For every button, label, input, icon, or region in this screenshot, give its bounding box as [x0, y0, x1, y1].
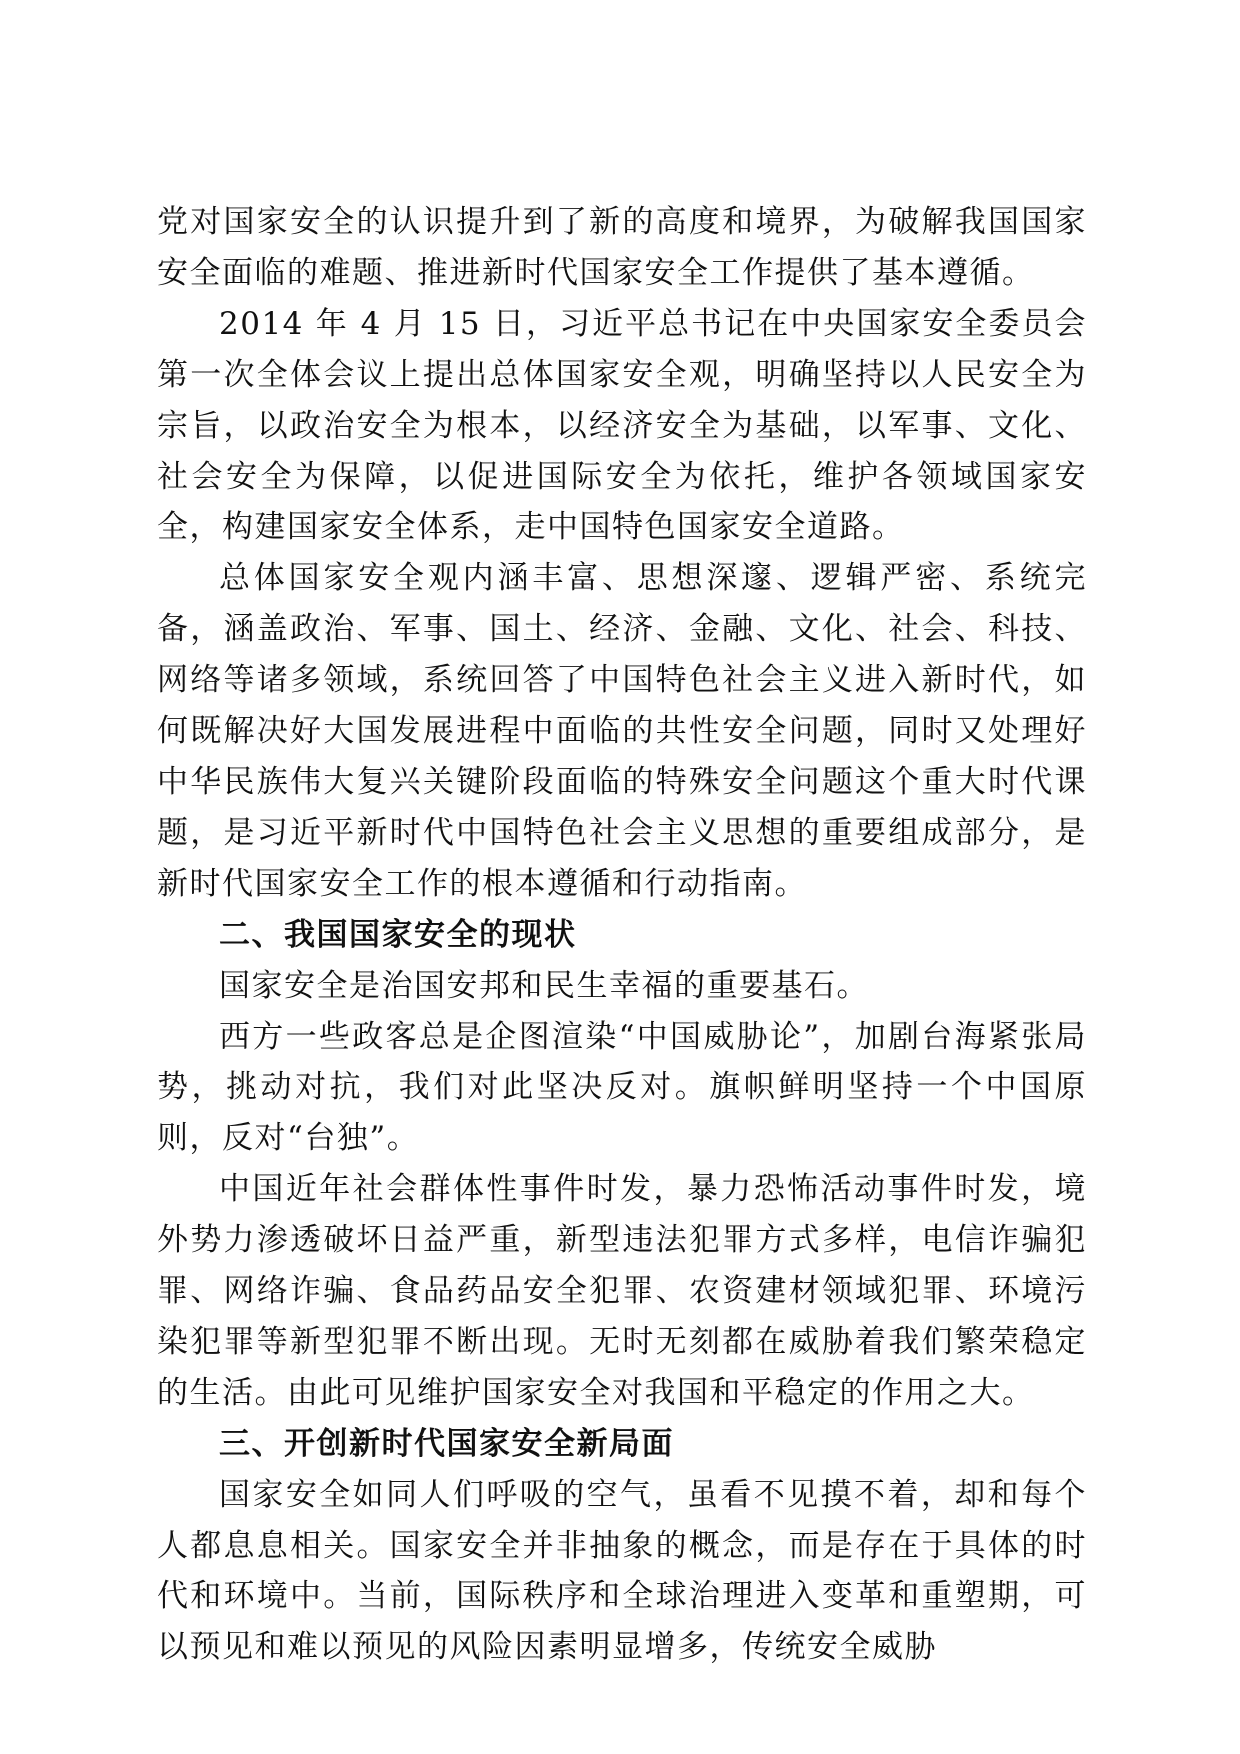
document-body: [157, 197, 1087, 1673]
section-heading-current-status: 二、我国国家安全的现状: [219, 916, 577, 953]
paragraph-like-air: 国家安全如同人们呼吸的空气，虽看不见摸不着，却和每个人都息息相关。国家安全并非抽象的概念，而是存在于具体的时代和环境中。当前，国际秩序和全球治理进入变革和重塑期，可以预见和难以预见的风险因素明显增多，传统安全威胁: [157, 1476, 1087, 1666]
section-heading-new-era: 三、开创新时代国家安全新局面: [219, 1425, 674, 1462]
paragraph-china-threat-theory: 西方一些政客总是企图渲染“中国威胁论”，加剧台海紧张局势，挑动对抗，我们对此坚决反对。旗帜鲜明坚持一个中国原则，反对“台独”。: [157, 1018, 1087, 1157]
paragraph-cornerstone: 国家安全是治国安邦和民生幸福的重要基石。: [219, 967, 869, 1004]
paragraph-social-incidents: 中国近年社会群体性事件时发，暴力恐怖活动事件时发，境外势力渗透破坏日益严重，新型违法犯罪方式多样，电信诈骗犯罪、网络诈骗、食品药品安全犯罪、农资建材领域犯罪、环境污染犯罪等新型犯罪不断出现。无时无刻都在威胁着我们繁荣稳定的生活。由此可见维护国家安全对我国和平稳定的作用之大。: [157, 1171, 1087, 1411]
paragraph-overall-security-concept: 总体国家安全观内涵丰富、思想深邃、逻辑严密、系统完备，涵盖政治、军事、国土、经济、金融、文化、社会、科技、网络等诸多领域，系统回答了中国特色社会主义进入新时代，如何既解决好大国发展进程中面临的共性安全问题，同时又处理好中华民族伟大复兴关键阶段面临的特殊安全问题这个重大时代课题，是习近平新时代中国特色社会主义思想的重要组成部分，是新时代国家安全工作的根本遵循和行动指南。: [157, 560, 1087, 902]
paragraph-continuation: 党对国家安全的认识提升到了新的高度和境界，为破解我国国家安全面临的难题、推进新时代国家安全工作提供了基本遵循。: [157, 204, 1087, 291]
paragraph-2014-national-security-concept: 2014 年 4 月 15 日，习近平总书记在中央国家安全委员会第一次全体会议上提出总体国家安全观，明确坚持以人民安全为宗旨，以政治安全为根本，以经济安全为基础，以军事、文化、社会安全为保障，以促进国际安全为依托，维护各领域国家安全，构建国家安全体系，走中国特色国家安全道路。: [157, 305, 1087, 546]
